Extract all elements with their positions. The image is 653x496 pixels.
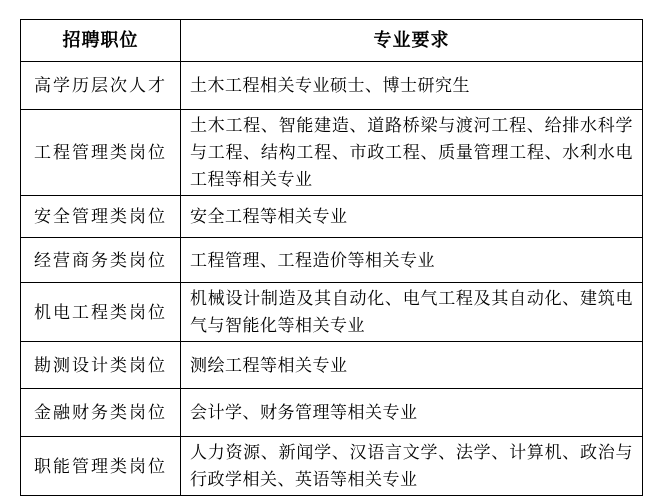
table-row — [21, 437, 643, 496]
requirement-cell: 会计学、财务管理等相关专业 — [181, 389, 643, 437]
requirement-cell: 安全工程等相关专业 — [181, 196, 643, 238]
requirement-cell: 人力资源、新闻学、汉语言文学、法学、计算机、政治与行政学相关、英语等相关专业 — [181, 437, 643, 496]
requirement-cell: 土木工程、智能建造、道路桥梁与渡河工程、给排水科学与工程、结构工程、市政工程、质量管理工程、水利水电工程等相关专业 — [181, 110, 643, 196]
position-cell: 勘测设计类岗位 — [21, 342, 181, 389]
table-row — [21, 283, 643, 342]
header-position: 招聘职位 — [21, 20, 181, 62]
position-cell: 安全管理类岗位 — [21, 196, 181, 238]
position-cell: 职能管理类岗位 — [21, 437, 181, 496]
table-row — [21, 342, 643, 389]
table-row — [21, 389, 643, 437]
position-cell: 金融财务类岗位 — [21, 389, 181, 437]
position-cell: 高学历层次人才 — [21, 62, 181, 110]
requirement-cell: 工程管理、工程造价等相关专业 — [181, 238, 643, 283]
position-cell: 经营商务类岗位 — [21, 238, 181, 283]
table-row — [21, 196, 643, 238]
table-row — [21, 238, 643, 283]
position-cell: 机电工程类岗位 — [21, 283, 181, 342]
position-cell: 工程管理类岗位 — [21, 110, 181, 196]
header-row — [21, 20, 643, 62]
header-requirement: 专业要求 — [181, 20, 643, 62]
requirement-cell: 土木工程相关专业硕士、博士研究生 — [181, 62, 643, 110]
table-row — [21, 110, 643, 196]
table-row — [21, 62, 643, 110]
recruitment-table — [20, 19, 643, 496]
requirement-cell: 机械设计制造及其自动化、电气工程及其自动化、建筑电气与智能化等相关专业 — [181, 283, 643, 342]
requirement-cell: 测绘工程等相关专业 — [181, 342, 643, 389]
